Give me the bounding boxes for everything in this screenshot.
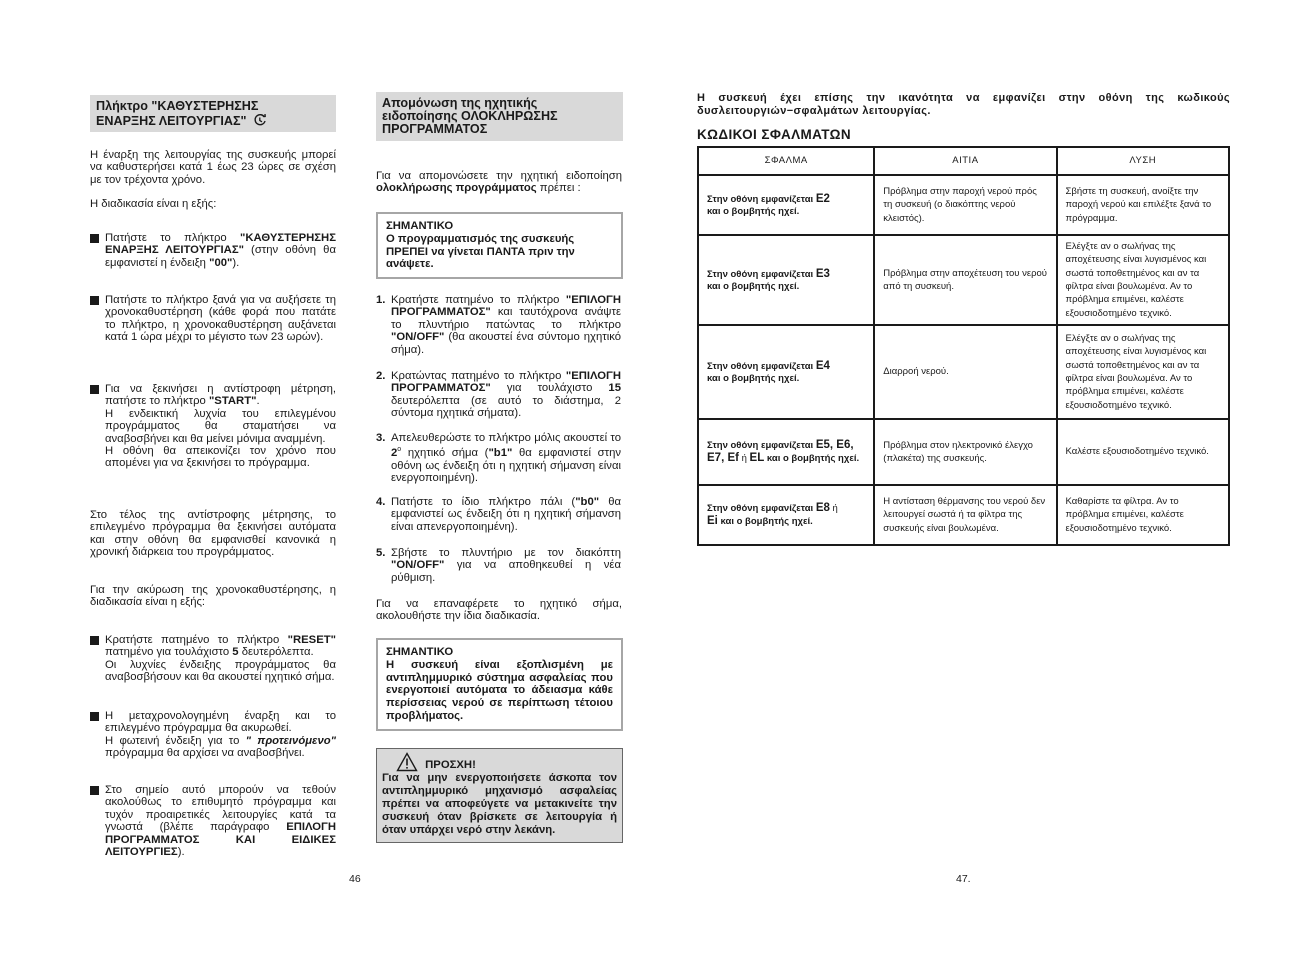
warning-text: Για να μην ενεργοποιήσετε άσκοπα τον αντιπλημμυρικό μηχανισμό ασφαλείας πρέπει να αποφεύγετε να μετακινείτε την συσκευή όταν βρίσκετε σε λειτουργία ή όταν υπάρχει νερό στην λεκάνη.: [382, 772, 617, 836]
bullet-square-icon: [90, 234, 99, 243]
buzzer-step-2: 2. Κρατώντας πατημένο το πλήκτρο "ΕΠΙΛΟΓΗ ΠΡΟΓΡΑΜΜΑΤΟΣ" για τουλάχιστο 15 δευτερόλεπτα (σε αυτό το διάστημα, 2 σύντομα ηχητικά σήματα).: [376, 370, 621, 420]
warning-title: ΠΡΟΣΧΗ!: [425, 759, 476, 771]
table-row: Στην οθόνη εμφανίζεται E5, E6, E7, Ef ή EL και ο βομβητής ηχεί. Πρόβλημα στον ηλεκτρονικό έλεγχο (πλακέτα) της συσκευής. Καλέστε εξουσιοδοτημένο τεχνικό.: [698, 419, 1229, 485]
important-box-2: ΣΗΜΑΝΤΙΚΟ Η συσκευή είναι εξοπλισμένη με αντιπλημμυρικό σύστημα ασφαλείας που ενεργοποιεί αυτόματα το άδειασμα κάθε περίσσειας νερού σε περίπτωση τέτοιου προβλήματος.: [376, 638, 623, 731]
cancel-step-1: Κρατήστε πατημένο το πλήκτρο "RESET" πατημένο για τουλάχιστο 5 δευτερόλεπτα. Οι λυχνίες ένδειξης προγράμματος θα αναβοσβήσουν και θα ακουστεί ηχητικό σήμα.: [90, 634, 336, 684]
error-codes-intro: Η συσκευή έχει επίσης την ικανότητα να εμφανίζει στην οθόνη της κωδικούς δυσλειτουργιών−σφαλμάτων λειτουργίας.: [697, 92, 1230, 117]
delay-procedure: Η διαδικασία είναι η εξής:: [90, 198, 217, 210]
delay-heading-line2: ΕΝΑΡΞΗΣ ΛΕΙΤΟΥΡΓΙΑΣ": [96, 114, 247, 128]
warning-box: [376, 748, 623, 843]
bullet-square-icon: [90, 636, 99, 645]
cancel-delay-text: Για την ακύρωση της χρονοκαθυστέρησης, η διαδικασία είναι η εξής:: [90, 584, 336, 609]
table-header-row: [698, 147, 1229, 175]
error-codes-table: [697, 146, 1230, 546]
cancel-step-2: Η μεταχρονολογημένη έναρξη και το επιλεγμένο πρόγραμμα θα ακυρωθεί. Η φωτεινή ένδειξη για το " προτεινόμενο" πρόγραμμα θα αρχίσει να αναβοσβήνει.: [90, 710, 336, 760]
buzzer-step-1: 1. Κρατήστε πατημένο το πλήκτρο "ΕΠΙΛΟΓΗ ΠΡΟΓΡΑΜΜΑΤΟΣ" και ταυτόχρονα ανάψτε το πλυντήριο πατώντας το πλήκτρο "ON/OFF" (θα ακουστεί ένα σύντομο ηχητικό σήμα).: [376, 294, 621, 356]
delay-step-2: Πατήστε το πλήκτρο ξανά για να αυξήσετε τη χρονοκαθυστέρηση (κάθε φορά που πατάτε το πλήκτρο, η χρονοκαθυστέρηση αυξάνεται κατά 1 ώρα μέχρι το μέγιστο των 23 ωρών).: [90, 294, 336, 344]
delay-clock-icon: [253, 113, 268, 127]
header-solution: ΛΥΣΗ: [1057, 147, 1229, 175]
header-cause: ΑΙΤΙΑ: [874, 147, 1056, 175]
table-row: Στην οθόνη εμφανίζεται E4 και ο βομβητής ηχεί. Διαρροή νερού. Ελέγξτε αν ο σωλήνας της αποχέτευσης είναι λυγισμένος και σωστά τοποθετημένος και αν τα φίλτρα είναι βουλωμένα. Αν το πρόβλημα επιμένει, καλέστε εξουσιοδοτημένο τεχνικό.: [698, 325, 1229, 419]
buzzer-step-5: 5. Σβήστε το πλυντήριο με τον διακόπτη "ON/OFF" για να αποθηκευθεί η νέα ρύθμιση.: [376, 547, 621, 584]
buzzer-restore: Για να επαναφέρετε το ηχητικό σήμα, ακολουθήστε την ίδια διαδικασία.: [376, 598, 622, 623]
error-codes-title: ΚΩΔΙΚΟΙ ΣΦΑΛΜΑΤΩΝ: [697, 127, 851, 142]
buzzer-step-3: 3. Απελευθερώστε το πλήκτρο μόλις ακουστεί το $2^o$ ηχητικό σήμα ("b1" θα εμφανιστεί στην οθόνη ως ένδειξη ότι η ηχητική σήμανση είναι ενεργοποιημένη).: [376, 432, 622, 484]
countdown-end-text: Στο τέλος της αντίστροφης μέτρησης, το επιλεγμένο πρόγραμμα θα ξεκινήσει αυτόματα και στην οθόνη θα εμφανισθεί κανονικά η χρονική διάρκεια του προγράμματος.: [90, 509, 336, 559]
delay-step-3: Για να ξεκινήσει η αντίστροφη μέτρηση, πατήστε το πλήκτρο "START". Η ενδεικτική λυχνία του επιλεγμένου προγράμματος θα σταματήσει να αναβοσβήνει και θα μείνει μόνιμα αναμμένη. Η οθόνη θα απεικονίζει τον χρόνο που απομένει για να ξεκινήσει το πρόγραμμα.: [90, 383, 336, 470]
page-number-right: 47.: [956, 873, 971, 885]
delay-step-1: Πατήστε το πλήκτρο "ΚΑΘΥΣΤΕΡΗΣΗΣ ΕΝΑΡΞΗΣ ΛΕΙΤΟΥΡΓΙΑΣ" (στην οθόνη θα εμφανιστεί η ένδειξη "00").: [90, 232, 336, 269]
header-error: ΣΦΑΛΜΑ: [698, 147, 874, 175]
delay-heading-line1: Πλήκτρο "ΚΑΘΥΣΤΕΡΗΣΗΣ: [96, 99, 259, 113]
delay-intro: Η έναρξη της λειτουργίας της συσκευής μπορεί να καθυστερήσει κατά 1 έως 23 ώρες σε σχέση με τον τρέχοντα χρόνο.: [90, 149, 336, 186]
buzzer-intro: Για να απομονώσετε την ηχητική ειδοποίηση ολοκλήρωσης προγράμματος πρέπει :: [376, 170, 622, 195]
warning-triangle-icon: [396, 752, 418, 772]
table-row: Στην οθόνη εμφανίζεται E2 και ο βομβητής ηχεί. Πρόβλημα στην παροχή νερού πρός τη συσκευή (ο διακόπτης νερού κλειστός). Σβήστε τη συσκευή, ανοίξτε την παροχή νερού και επιλέξτε ξανά το πρόγραμμα.: [698, 175, 1229, 235]
cancel-step-3: Στο σημείο αυτό μπορούν να τεθούν ακολούθως το επιθυμητό πρόγραμμα και τυχόν προαιρετικές λειτουργίες κατά τα γνωστά (βλέπε παράγραφο ΕΠΙΛΟΓΗ ΠΡΟΓΡΑΜΜΑΤΟΣ ΚΑΙ ΕΙΔΙΚΕΣ ΛΕΙΤΟΥΡΓΙΕΣ).: [90, 784, 336, 858]
table-row: Στην οθόνη εμφανίζεται E8 ή Ei και ο βομβητής ηχεί. Η αντίσταση θέρμανσης του νερού δεν λειτουργεί σωστά ή τα φίλτρα της συσκευής είναι βουλωμένα. Καθαρίστε τα φίλτρα. Αν το πρόβλημα επιμένει, καλέστε εξουσιοδοτημένο τεχνικό.: [698, 485, 1229, 545]
buzzer-step-4: 4. Πατήστε το ίδιο πλήκτρο πάλι ("b0" θα εμφανιστεί ως ένδειξη ότι η ηχητική σήμανση είναι απενεργοποιημένη).: [376, 496, 622, 533]
bullet-square-icon: [90, 786, 99, 795]
buzzer-heading: Απομόνωση της ηχητικής ειδοποίησης ΟΛΟΚΛΗΡΩΣΗΣ ΠΡΟΓΡΑΜΜΑΤΟΣ: [376, 92, 623, 141]
bullet-square-icon: [90, 712, 99, 721]
delay-start-heading: [90, 95, 336, 132]
page-number-left: 46: [349, 873, 361, 885]
bullet-square-icon: [90, 296, 99, 305]
table-row: Στην οθόνη εμφανίζεται E3 και ο βομβητής ηχεί. Πρόβλημα στην αποχέτευση του νερού από τη συσκευή. Ελέγξτε αν ο σωλήνας της αποχέτευσης είναι λυγισμένος και σωστά τοποθετημένος και αν τα φίλτρα είναι βουλωμένα. Αν το πρόβλημα επιμένει, καλέστε εξουσιοδοτημένο τεχνικό.: [698, 235, 1229, 325]
important-box-1: ΣΗΜΑΝΤΙΚΟ Ο προγραμματισμός της συσκευής ΠΡΕΠΕΙ να γίνεται ΠΑΝΤΑ πριν την ανάψετε.: [376, 212, 623, 279]
bullet-square-icon: [90, 385, 99, 394]
